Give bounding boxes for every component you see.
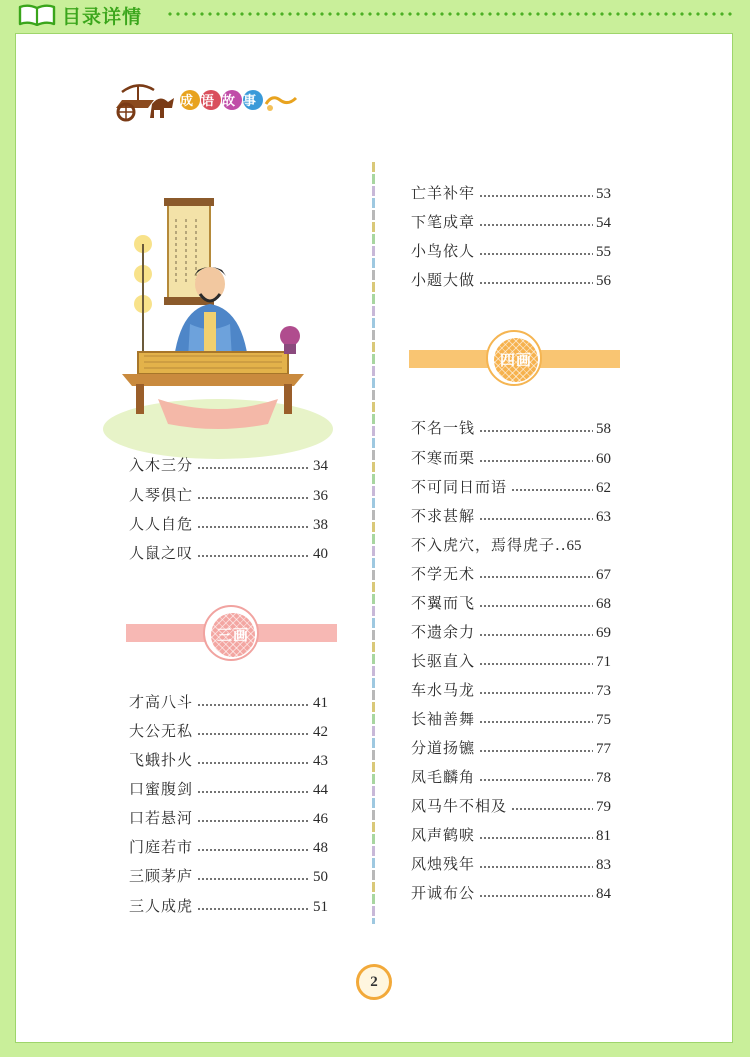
entry-title: 风烛残年 — [411, 855, 476, 873]
entry-title: 口若悬河 — [129, 809, 194, 827]
toc-entry[interactable] — [129, 778, 328, 800]
toc-entry[interactable] — [129, 454, 328, 476]
leader-dots — [197, 762, 310, 764]
entry-page: 51 — [313, 899, 328, 915]
entry-page: 48 — [313, 840, 328, 856]
section-medal-si-hua — [486, 330, 542, 386]
leader-dots — [197, 555, 310, 557]
toc-entry[interactable] — [411, 853, 611, 875]
leader-dots — [479, 224, 593, 226]
leader-dots — [479, 721, 593, 723]
entry-page: 44 — [313, 782, 328, 798]
entry-page: 34 — [313, 458, 328, 474]
entry-title: 亡羊补牢 — [411, 184, 476, 202]
leader-dots — [479, 605, 593, 607]
header-dotted-line — [166, 12, 736, 16]
leader-dots — [197, 820, 310, 822]
entry-page: 67 — [596, 567, 611, 583]
toc-entry[interactable] — [411, 737, 611, 759]
leader-dots — [197, 908, 310, 910]
leader-dots — [479, 779, 593, 781]
entry-title: 不翼而飞 — [411, 594, 476, 612]
leader-dots — [511, 489, 593, 491]
entry-title: 入木三分 — [129, 456, 194, 474]
leader-dots — [197, 733, 310, 735]
leader-dots — [479, 750, 593, 752]
entry-title: 不寒而栗 — [411, 449, 476, 467]
entry-page: 40 — [313, 546, 328, 562]
toc-entry[interactable] — [129, 691, 328, 713]
entry-title: 风马牛不相及 — [411, 797, 508, 815]
leader-dots — [479, 460, 593, 462]
toc-entry[interactable] — [411, 211, 611, 233]
entry-title: 不求甚解 — [411, 507, 476, 525]
toc-entry[interactable] — [411, 476, 611, 498]
entry-title: 凤毛麟角 — [411, 768, 476, 786]
entry-page: 75 — [596, 712, 611, 728]
toc-entry[interactable] — [411, 795, 611, 817]
scholar-illustration — [98, 184, 338, 464]
entry-page: 65 — [566, 538, 582, 554]
toc-entry[interactable] — [129, 836, 328, 858]
entry-title: 三顾茅庐 — [129, 867, 194, 885]
entry-title: 长驱直入 — [411, 652, 476, 670]
entry-title: 风声鹤唳 — [411, 826, 476, 844]
entry-page: 81 — [596, 828, 611, 844]
entry-title: 分道扬镳 — [411, 739, 476, 757]
chariot-logo — [102, 78, 302, 123]
entry-title: 不入虎穴，焉得虎子.. — [411, 536, 567, 554]
column-divider — [372, 162, 375, 924]
entry-title: 长袖善舞 — [411, 710, 476, 728]
entry-title: 不可同日而语 — [411, 478, 508, 496]
entry-title: 不名一钱 — [411, 419, 476, 437]
leader-dots — [479, 895, 593, 897]
leader-dots — [197, 849, 310, 851]
entry-page: 79 — [596, 799, 611, 815]
entry-title: 开诚布公 — [411, 884, 476, 902]
toc-entry[interactable] — [411, 650, 611, 672]
entry-page: 63 — [596, 509, 611, 525]
entry-page: 58 — [596, 421, 611, 437]
toc-entry[interactable] — [411, 240, 611, 262]
entry-title: 不学无术 — [411, 565, 476, 583]
leader-dots — [197, 878, 310, 880]
entry-title: 小题大做 — [411, 271, 476, 289]
toc-entry[interactable] — [411, 505, 611, 527]
entry-page: 50 — [313, 869, 328, 885]
leader-dots — [479, 692, 593, 694]
entry-page: 43 — [313, 753, 328, 769]
toc-entry[interactable] — [411, 708, 611, 730]
entry-title: 车水马龙 — [411, 681, 476, 699]
toc-entry[interactable] — [129, 513, 328, 535]
entry-title: 门庭若市 — [129, 838, 194, 856]
toc-entry[interactable] — [411, 534, 611, 556]
entry-title: 人鼠之叹 — [129, 544, 194, 562]
toc-entry[interactable] — [411, 447, 611, 469]
leader-dots — [479, 866, 593, 868]
entry-page: 83 — [596, 857, 611, 873]
toc-entry[interactable] — [411, 563, 611, 585]
leader-dots — [479, 282, 593, 284]
section-label: 四画 — [499, 351, 532, 369]
entry-page: 36 — [313, 488, 328, 504]
leader-dots — [479, 253, 593, 255]
section-medal-san-hua — [203, 605, 259, 661]
toc-page — [15, 33, 733, 1043]
toc-entry[interactable] — [411, 679, 611, 701]
toc-entry[interactable] — [129, 865, 328, 887]
leader-dots — [479, 195, 593, 197]
leader-dots — [479, 634, 593, 636]
header-bar — [0, 0, 750, 30]
entry-title: 三人成虎 — [129, 897, 194, 915]
page-number: 2 — [356, 964, 392, 1000]
entry-page: 62 — [596, 480, 611, 496]
leader-dots — [197, 526, 310, 528]
entry-page: 69 — [596, 625, 611, 641]
section-label: 三画 — [216, 626, 249, 644]
entry-title: 小鸟依人 — [411, 242, 476, 260]
entry-title: 不遗余力 — [411, 623, 476, 641]
toc-entry[interactable] — [411, 766, 611, 788]
toc-entry[interactable] — [411, 882, 611, 904]
leader-dots — [479, 837, 593, 839]
leader-dots — [197, 497, 310, 499]
entry-title: 人人自危 — [129, 515, 194, 533]
entry-page: 71 — [596, 654, 611, 670]
leader-dots — [197, 467, 310, 469]
leader-dots — [479, 518, 593, 520]
header-title: 目录详情 — [62, 6, 143, 28]
entry-title: 飞蛾扑火 — [129, 751, 194, 769]
entry-page: 68 — [596, 596, 611, 612]
entry-title: 才高八斗 — [129, 693, 194, 711]
entry-title: 口蜜腹剑 — [129, 780, 194, 798]
entry-page: 42 — [313, 724, 328, 740]
leader-dots — [197, 791, 310, 793]
entry-page: 54 — [596, 215, 611, 231]
leader-dots — [479, 663, 593, 665]
toc-entry[interactable] — [129, 807, 328, 829]
leader-dots — [479, 430, 593, 432]
entry-page: 53 — [596, 186, 611, 202]
entry-title: 大公无私 — [129, 722, 194, 740]
toc-entry[interactable] — [411, 269, 611, 291]
entry-page: 41 — [313, 695, 328, 711]
entry-page: 60 — [596, 451, 611, 467]
toc-entry[interactable] — [411, 592, 611, 614]
entry-page: 46 — [313, 811, 328, 827]
toc-entry[interactable] — [411, 417, 611, 439]
entry-title: 人琴俱亡 — [129, 486, 194, 504]
toc-entry[interactable] — [129, 720, 328, 742]
entry-page: 77 — [596, 741, 611, 757]
leader-dots — [479, 576, 593, 578]
entry-title: 下笔成章 — [411, 213, 476, 231]
toc-entry[interactable] — [411, 621, 611, 643]
toc-entry[interactable] — [129, 542, 328, 564]
entry-page: 78 — [596, 770, 611, 786]
toc-entry[interactable] — [129, 484, 328, 506]
entry-page: 55 — [596, 244, 611, 260]
toc-entry[interactable] — [129, 895, 328, 917]
open-book-icon — [18, 4, 56, 26]
leader-dots — [197, 704, 310, 706]
toc-entry[interactable] — [411, 182, 611, 204]
entry-page: 56 — [596, 273, 611, 289]
toc-entry[interactable] — [129, 749, 328, 771]
leader-dots — [511, 808, 593, 810]
entry-page: 84 — [596, 886, 611, 902]
entry-page: 73 — [596, 683, 611, 699]
logo-text: 成语故事 — [179, 94, 265, 109]
toc-entry[interactable] — [411, 824, 611, 846]
entry-page: 38 — [313, 517, 328, 533]
